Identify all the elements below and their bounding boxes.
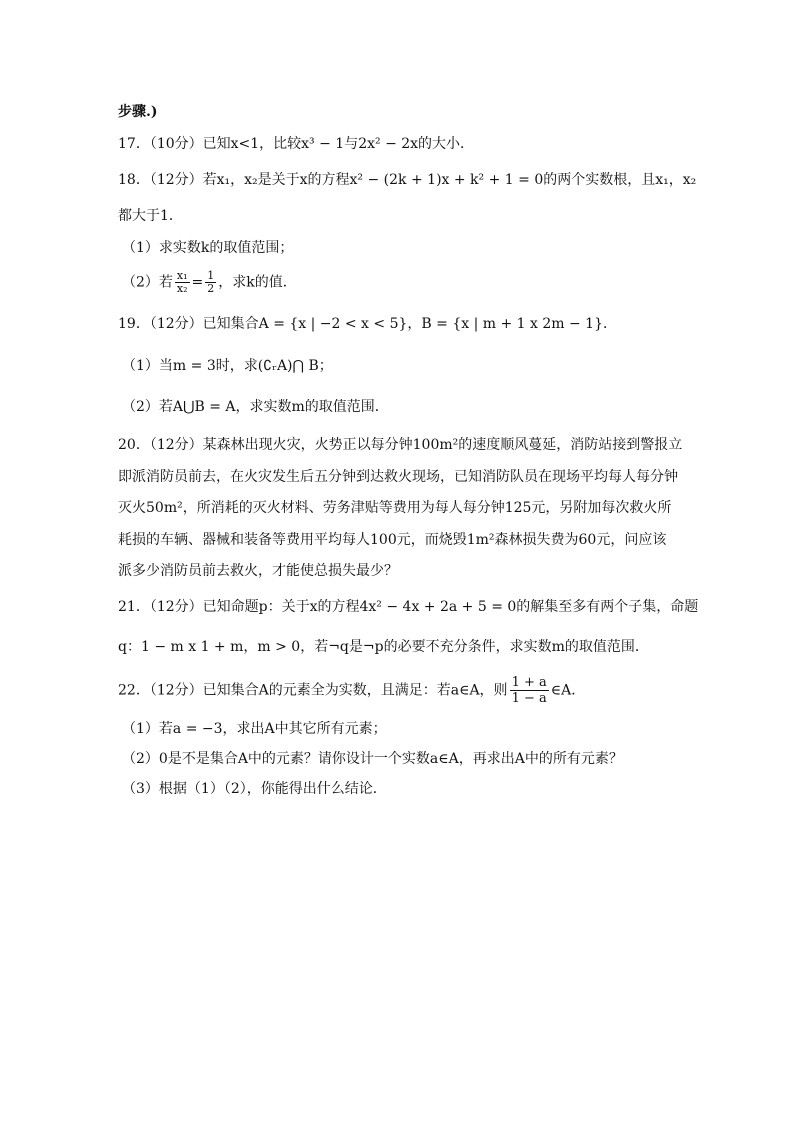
question-21-line-2: q：1 − m x 1 + m，m > 0，若¬q是¬p的必要不充分条件，求实数m的取值范围．	[118, 639, 649, 655]
fraction-denominator: 1 − a	[511, 691, 547, 706]
question-20-line-5: 派多少消防员前去救火，才能使总损失最少？	[118, 563, 398, 579]
question-22-part-2: （2）0是不是集合A中的元素？请你设计一个实数a∈A，再求出A中的所有元素？	[122, 751, 623, 767]
question-22-part-1: （1）若a = −3，求出A中其它所有元素；	[122, 721, 387, 737]
question-20-line-2: 即派消防员前去，在火灾发生后五分钟到达救火现场，已知消防队员在现场平均每人每分钟	[118, 469, 678, 485]
fraction-denominator: 2	[207, 282, 215, 295]
question-22-line-1	[118, 675, 585, 706]
fraction-numerator: 1 + a	[511, 675, 547, 690]
fraction-one-half	[205, 270, 216, 295]
question-18-line-1: 18．（12分）若x₁，x₂是关于x的方程x² − (2k + 1)x + k² + 1 = 0的两个实数根，且x₁，x₂	[118, 172, 697, 188]
question-19-part-1: （1）当m = 3时，求(∁ᵣA)⋂ B；	[122, 358, 333, 374]
header-fragment: 步骤.)	[118, 104, 158, 120]
fraction-x1-over-x2	[175, 270, 190, 295]
question-19-part-2: （2）若A⋃B = A，求实数m的取值范围．	[122, 399, 389, 415]
q18-part2-suffix: ，求k的值．	[218, 274, 297, 291]
fraction-numerator: 1	[207, 269, 215, 282]
question-20-line-3: 灭火50m²，所消耗的灭火材料、劳务津贴等费用为每人每分钟125元，另附加每次救火所	[118, 500, 672, 516]
question-18-part-1: （1）求实数k的取值范围；	[122, 240, 294, 256]
q18-part2-prefix: （2）若	[122, 274, 173, 291]
fraction-denominator: x₂	[176, 282, 188, 295]
q22-line1-prefix: 22．（12分）已知集合A的元素全为实数，且满足：若a∈A，则	[118, 682, 508, 699]
question-19-line-1: 19．（12分）已知集合A = {x | −2 < x < 5}，B = {x | m + 1 x 2m − 1}．	[118, 316, 617, 332]
question-21-line-1: 21．（12分）已知命题p：关于x的方程4x² − 4x + 2a + 5 = 0的解集至多有两个子集，命题	[118, 599, 699, 615]
equals-sign: =	[191, 274, 204, 291]
question-20-line-4: 耗损的车辆、器械和装备等费用平均每人100元，而烧毁1m²森林损失费为60元，问应该	[118, 532, 667, 548]
question-22-part-3: （3）根据（1）（2），你能得出什么结论．	[122, 781, 387, 797]
q22-line1-suffix: ∈A．	[550, 682, 586, 699]
question-20-line-1: 20．（12分）某森林出现火灾，火势正以每分钟100m²的速度顺风蔓延，消防站接到警报立	[118, 437, 683, 453]
question-18-line-2: 都大于1．	[118, 208, 183, 224]
question-18-part-2	[122, 270, 297, 295]
fraction-numerator: x₁	[176, 269, 188, 282]
question-17: 17．（10分）已知x<1，比较x³ − 1与2x² − 2x的大小．	[118, 136, 475, 152]
fraction-1plus-a-over-1minus-a	[510, 675, 549, 706]
